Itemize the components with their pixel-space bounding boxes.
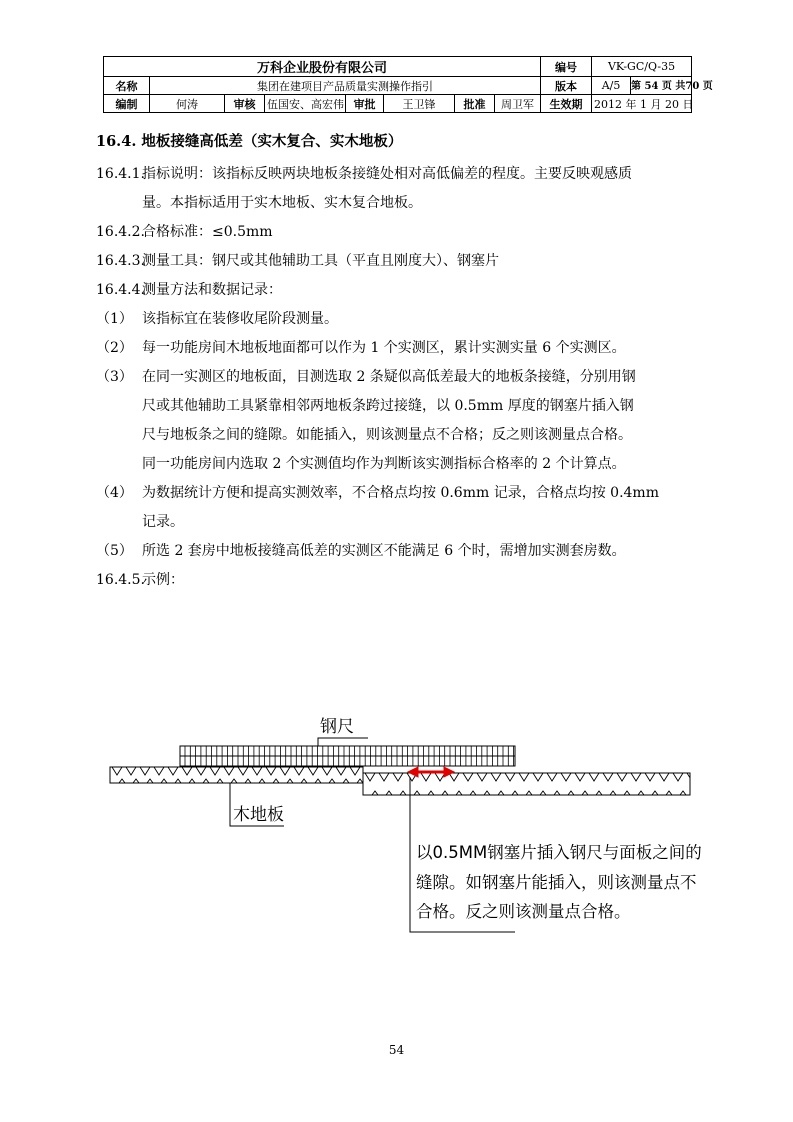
approver2: 周卫军	[495, 95, 541, 113]
sub-number: （3）	[96, 369, 133, 385]
document-header-table	[103, 56, 713, 113]
compiler: 何涛	[150, 95, 225, 113]
note-line-1: 以0.5MM钢塞片插入钢尺与面板之间的	[416, 843, 702, 862]
page-number: 54	[388, 1043, 405, 1057]
item-text: 合格标准：≤0.5mm	[142, 224, 273, 240]
item-number: 16.4.4.	[96, 282, 145, 298]
note-line-2: 缝隙。如钢塞片能插入，则该测量点不	[416, 873, 697, 892]
item-number: 16.4.3.	[96, 253, 145, 269]
sub-item-3-line-3: 尺与地板条之间的缝隙。如能插入，则该测量点不合格；反之则该测量点合格。	[142, 427, 632, 443]
sub-item-4-line-2: 记录。	[142, 514, 184, 530]
item-text: 测量工具：钢尺或其他辅助工具（平直且刚度大）、钢塞片	[142, 253, 499, 269]
item-number: 16.4.5.	[96, 572, 145, 588]
sub-item-4	[96, 479, 708, 508]
sub-number: （5）	[96, 543, 133, 559]
sub-number: （1）	[96, 311, 133, 327]
item-16-4-1	[96, 160, 708, 189]
sub-number: （4）	[96, 485, 133, 501]
ruler-leader-line	[318, 738, 368, 746]
floor-label: 木地板	[233, 805, 284, 825]
company-name: 万科企业股份有限公司	[104, 57, 541, 77]
sub-item-3-line-2: 尺或其他辅助工具紧靠相邻两地板条跨过接缝，以 0.5mm 厚度的钢塞片插入钢	[142, 398, 634, 414]
approve2-label: 批准	[455, 95, 495, 113]
sub-item-3-line-4: 同一功能房间内选取 2 个实测值均作为判断该实测指标合格率的 2 个计算点。	[142, 456, 626, 472]
item-16-4-1-cont: 量。本指标适用于实木地板、实木复合地板。	[142, 195, 422, 211]
approve1-label: 审批	[346, 95, 384, 113]
item-number: 16.4.2.	[96, 224, 145, 240]
sub-text: 所选 2 套房中地板接缝高低差的实测区不能满足 6 个时，需增加实测套房数。	[142, 543, 626, 559]
sub-text: 在同一实测区的地板面，目测选取 2 条疑似高低差最大的地板条接缝，分别用钢	[142, 369, 636, 385]
sub-item-3	[96, 363, 708, 392]
sub-text: 为数据统计方便和提高实测效率，不合格点均按 0.6mm 记录，合格点均按 0.4mm	[142, 485, 659, 501]
item-text: 测量方法和数据记录：	[142, 282, 282, 298]
version-label: 版本	[541, 77, 592, 95]
section-content	[96, 130, 708, 595]
sub-text: 该指标宜在装修收尾阶段测量。	[142, 311, 338, 327]
note-line-3: 合格。反之则该测量点合格。	[416, 902, 631, 921]
floor-board-left	[110, 767, 363, 783]
effective-date: 2012 年 1 月 20 日	[592, 95, 692, 113]
sub-text: 每一功能房间木地板地面都可以作为 1 个实测区，累计实测实量 6 个实测区。	[142, 340, 626, 356]
sub-number: （2）	[96, 340, 133, 356]
item-number: 16.4.1.	[96, 166, 145, 182]
floor-board-right	[363, 773, 700, 795]
effective-label: 生效期	[541, 95, 592, 113]
sub-item-5	[96, 537, 708, 566]
item-16-4-5	[96, 566, 708, 595]
code-value: VK-GC/Q-35	[592, 57, 692, 77]
item-text: 指标说明：该指标反映两块地板条接缝处相对高低偏差的程度。主要反映观感质	[142, 166, 632, 182]
item-text: 示例：	[142, 572, 184, 588]
page-info: 第 54 页 共70 页	[631, 81, 713, 92]
name-label: 名称	[104, 77, 150, 95]
item-16-4-3	[96, 247, 708, 276]
ruler-label: 钢尺	[320, 717, 354, 737]
sub-item-2	[96, 334, 708, 363]
review-label: 审核	[225, 95, 265, 113]
version-value: A/5	[592, 77, 631, 94]
code-label: 编号	[541, 57, 592, 77]
item-16-4-2	[96, 218, 708, 247]
section-title: 16.4. 地板接缝高低差（实木复合、实木地板）	[96, 133, 403, 150]
reviewers: 伍国安、高宏伟	[265, 95, 346, 113]
compile-label: 编制	[104, 95, 150, 113]
steel-ruler	[180, 746, 515, 766]
name-value: 集团在建项目产品质量实测操作指引	[150, 77, 541, 95]
floor-joint-diagram	[0, 700, 793, 960]
version-page-cell	[592, 77, 713, 95]
approver1: 王卫锋	[384, 95, 455, 113]
item-16-4-4	[96, 276, 708, 305]
sub-item-1	[96, 305, 708, 334]
